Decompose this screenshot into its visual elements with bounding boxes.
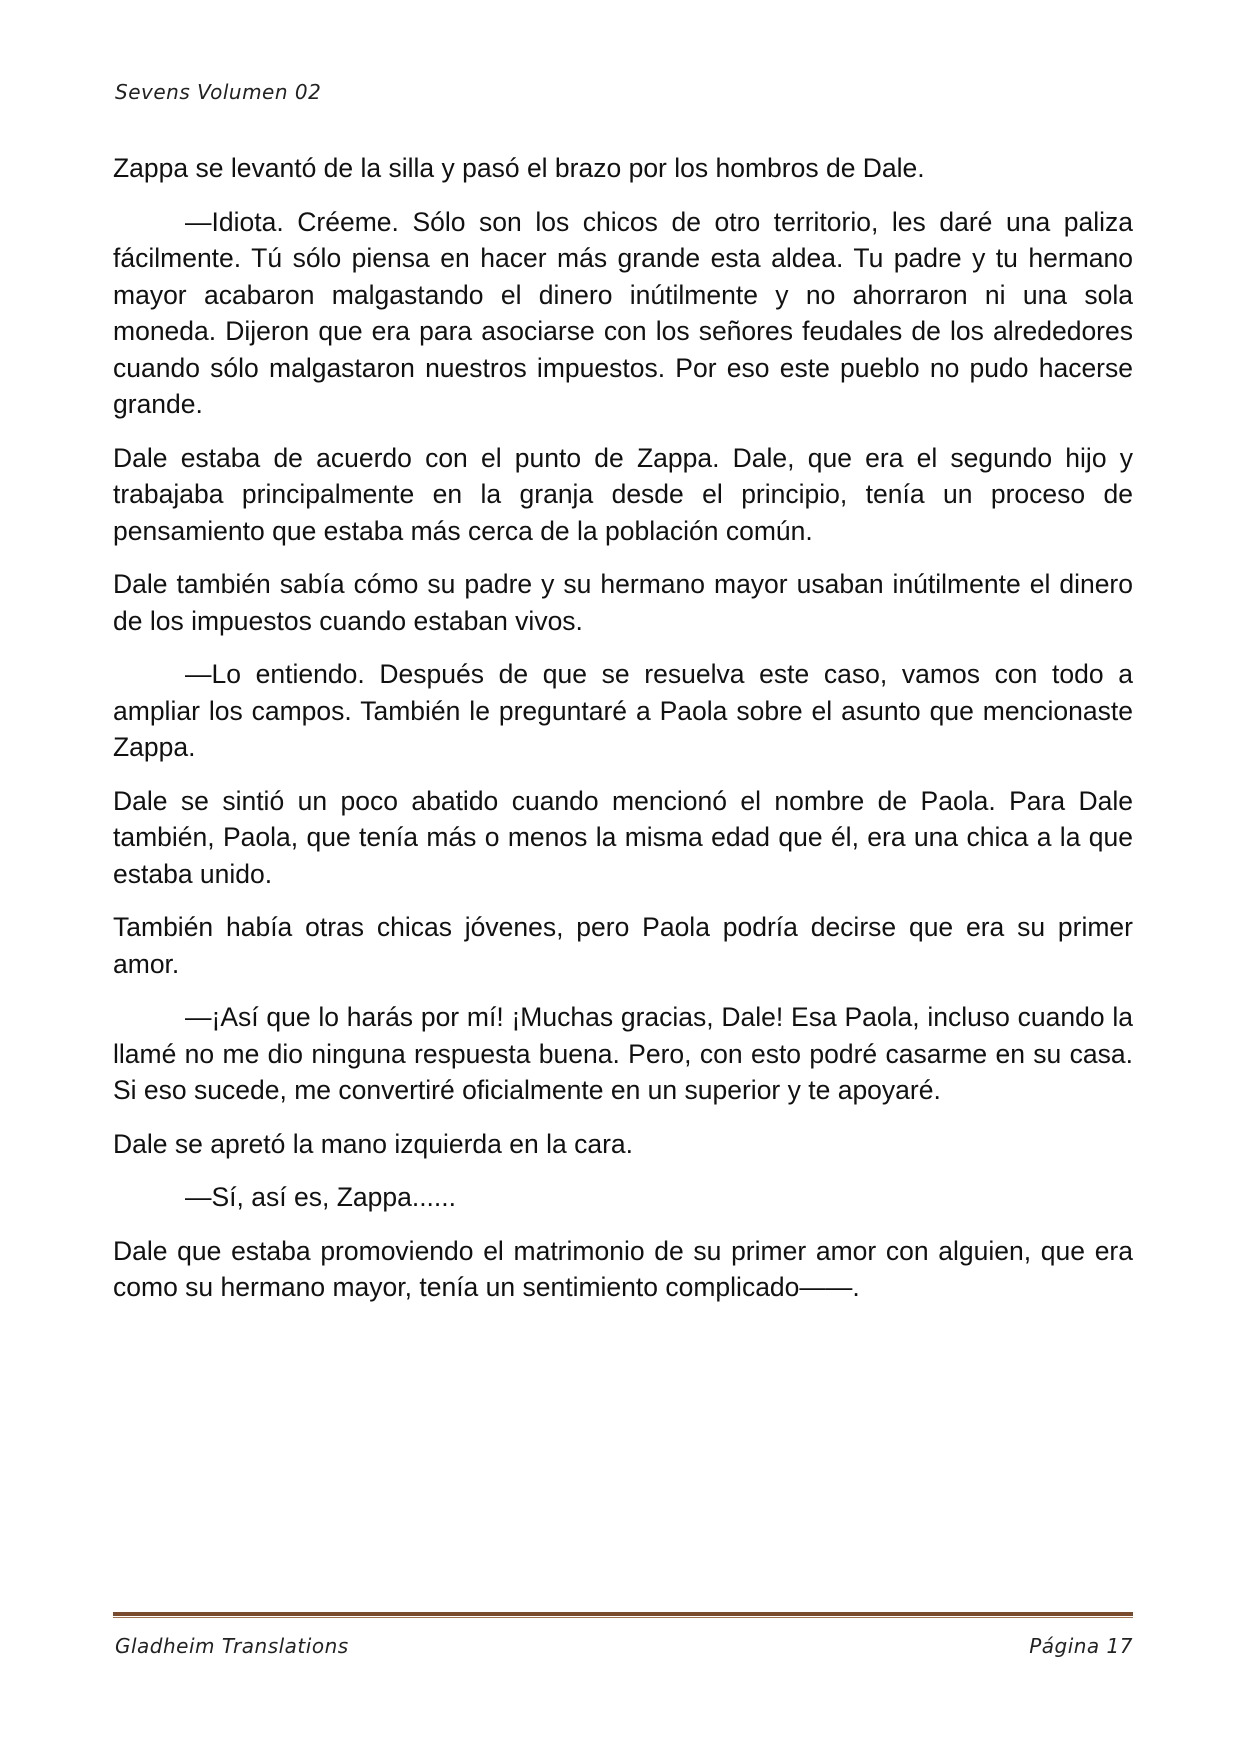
paragraph: Dale que estaba promoviendo el matrimonio de su primer amor con alguien, que era como su hermano mayor, tenía un sentimiento complicado——. bbox=[113, 1235, 1133, 1302]
page-number: Página 17 bbox=[1029, 1634, 1133, 1658]
body-text bbox=[113, 150, 1133, 1323]
paragraph: Dale se sintió un poco abatido cuando mencionó el nombre de Paola. Para Dale también, Paola, que tenía más o menos la misma edad que él, era una chica a la que estaba unido. bbox=[113, 785, 1133, 889]
running-header: Sevens Volumen 02 bbox=[115, 80, 322, 104]
paragraph: Dale se apretó la mano izquierda en la cara. bbox=[113, 1128, 633, 1159]
footer-publisher: Gladheim Translations bbox=[115, 1634, 349, 1658]
dialogue-paragraph: —Sí, así es, Zappa...... bbox=[185, 1182, 457, 1212]
footer-divider bbox=[113, 1612, 1133, 1618]
dialogue-paragraph: —¡Así que lo harás por mí! ¡Muchas gracias, Dale! Esa Paola, incluso cuando la llamé no me dio ninguna respuesta buena. Pero, con esto podré casarme en su casa. Si eso sucede, me convertiré oficialmente en un superior y te apoyaré. bbox=[113, 1002, 1133, 1105]
paragraph: Dale también sabía cómo su padre y su hermano mayor usaban inútilmente el dinero de los impuestos cuando estaban vivos. bbox=[113, 569, 1133, 636]
dialogue-paragraph: —Lo entiendo. Después de que se resuelva este caso, vamos con todo a ampliar los campos. También le preguntaré a Paola sobre el asunto que mencionaste Zappa. bbox=[113, 659, 1133, 762]
paragraph: Zappa se levantó de la silla y pasó el brazo por los hombros de Dale. bbox=[113, 153, 925, 183]
dialogue-paragraph: —Idiota. Créeme. Sólo son los chicos de otro territorio, les daré una paliza fácilmente. Tú sólo piensa en hacer más grande esta aldea. Tu padre y tu hermano mayor acabaron malgastando el dinero inútilmente y no ahorraron ni una sola moneda. Dijeron que era para asociarse con los señores feudales de los alrededores cuando sólo malgastaron nuestros impuestos. Por eso este pueblo no pudo hacerse grande. bbox=[113, 206, 1133, 419]
paragraph: También había otras chicas jóvenes, pero Paola podría decirse que era su primer amor. bbox=[113, 912, 1133, 979]
paragraph: Dale estaba de acuerdo con el punto de Zappa. Dale, que era el segundo hijo y trabajaba principalmente en la granja desde el principio, tenía un proceso de pensamiento que estaba más cerca de la población común. bbox=[113, 442, 1133, 546]
